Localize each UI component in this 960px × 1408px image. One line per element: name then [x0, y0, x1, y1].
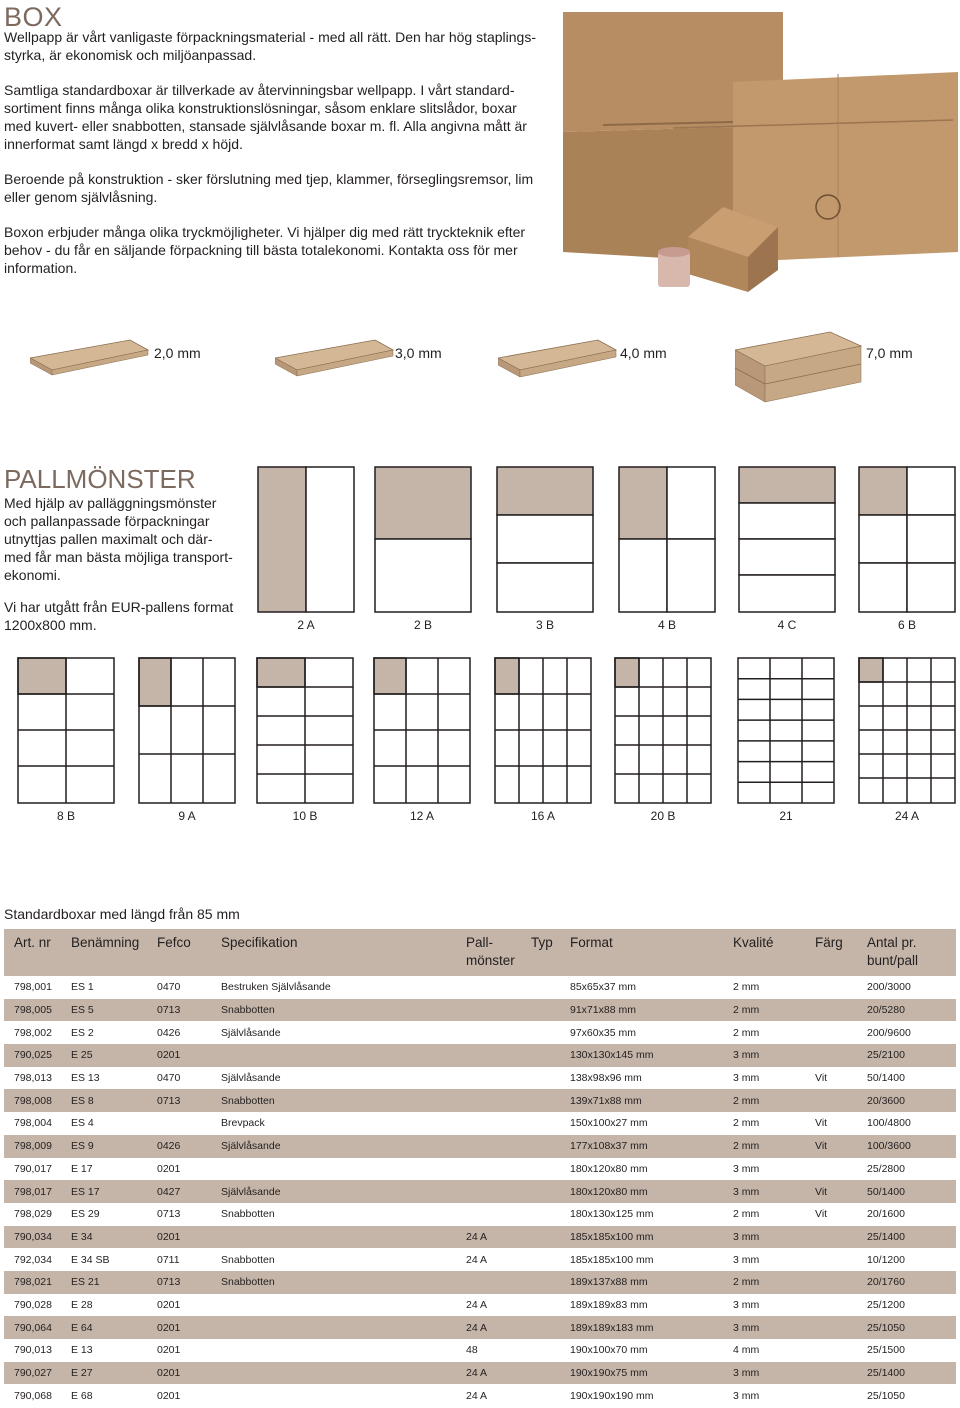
table-cell: [521, 999, 560, 1022]
column-header: Antal pr. bunt/pall: [857, 929, 956, 976]
table-cell: 0201: [157, 1162, 181, 1175]
table-cell: 0426: [157, 1026, 181, 1039]
table-cell: [456, 1158, 521, 1181]
table-cell: 0713: [157, 1208, 181, 1221]
table-cell: 189x137x88 mm: [560, 1271, 723, 1294]
table-cell: [456, 1067, 521, 1090]
table-cell: 798,008: [4, 1089, 61, 1112]
table-cell: 25/1200: [867, 1298, 905, 1311]
table-cell: 0201: [157, 1344, 181, 1357]
table-cell: 790,064: [4, 1316, 61, 1339]
table-cell: 3 mm: [733, 1389, 760, 1402]
pallet-pattern-2A: [257, 466, 355, 613]
column-header: Kvalité: [723, 929, 805, 976]
table-cell: 25/1400: [857, 1362, 956, 1385]
table-cell: Vit: [805, 1135, 857, 1158]
table-cell: [456, 1112, 521, 1135]
table-cell: 790,027: [4, 1362, 61, 1385]
table-cell: E 13: [71, 1344, 93, 1357]
table-cell: [805, 1316, 857, 1339]
table-cell: [521, 1112, 560, 1135]
table-row: [4, 1021, 956, 1044]
table-cell: [521, 1089, 560, 1112]
table-cell: Självlåsande: [221, 1072, 281, 1085]
corrugated-sample-3mm: [275, 330, 395, 405]
table-cell: 2 mm: [733, 1026, 760, 1039]
column-header: Specifikation: [211, 929, 456, 976]
table-cell: [805, 999, 857, 1022]
table-cell: ES 21: [61, 1271, 147, 1294]
pallet-pattern-4C: [738, 466, 836, 613]
table-cell: 139x71x88 mm: [560, 1089, 723, 1112]
table-cell: 0201: [147, 1316, 211, 1339]
table-cell: [211, 1158, 456, 1181]
table-cell: [805, 1158, 857, 1181]
table-cell: 24 A: [466, 1253, 488, 1266]
table-cell: 790,034: [4, 1226, 61, 1249]
table-cell: [521, 1339, 560, 1362]
table-cell: 3 mm: [723, 1226, 805, 1249]
table-cell: 0201: [147, 1226, 211, 1249]
table-row: [4, 1316, 956, 1339]
pallet-title: PALLMÖNSTER: [4, 464, 196, 494]
table-cell: [805, 1044, 857, 1067]
corrugated-label-4mm: 4,0 mm: [620, 345, 667, 361]
table-row: [4, 1294, 956, 1317]
table-cell: 3 mm: [733, 1298, 760, 1311]
table-row: [4, 1112, 956, 1135]
table-cell: 798,021: [4, 1271, 61, 1294]
table-cell: 25/1400: [857, 1226, 956, 1249]
table-cell: ES 17: [61, 1180, 147, 1203]
table-cell: [521, 1203, 560, 1226]
table-cell: [521, 1226, 560, 1249]
table-cell: [805, 1226, 857, 1249]
pallet-description: Med hjälp av palläggningsmönster och pallanpassade förpackningar utnyttjas pallen maximalt och där- med får man bästa möjliga transport- ekonomi.: [4, 495, 233, 583]
table-cell: [521, 1180, 560, 1203]
table-cell: 130x130x145 mm: [560, 1044, 723, 1067]
table-cell: [456, 1044, 521, 1067]
pallet-pattern-3B: [496, 466, 594, 613]
table-row: [4, 1044, 956, 1067]
pattern-label-6B: 6 B: [897, 618, 916, 632]
pallet-pattern-24A: [858, 657, 956, 804]
table-row: [4, 1384, 956, 1407]
table-cell: 200/9600: [867, 1026, 911, 1039]
table-caption: Standardboxar med längd från 85 mm: [4, 906, 240, 922]
table-cell: [456, 1271, 521, 1294]
table-cell: 0711: [157, 1253, 180, 1266]
table-cell: 790,025: [4, 1044, 61, 1067]
table-cell: [521, 1248, 560, 1271]
pattern-label-16A: 16 A: [530, 809, 556, 823]
table-cell: [211, 1339, 456, 1362]
table-cell: 190x190x75 mm: [560, 1362, 723, 1385]
table-cell: 0201: [147, 1044, 211, 1067]
table-cell: 25/1050: [857, 1316, 956, 1339]
table-cell: 0713: [147, 1089, 211, 1112]
corrugated-label-2mm: 2,0 mm: [154, 345, 201, 361]
pattern-label-12A: 12 A: [409, 809, 435, 823]
pallet-pattern-16A: [494, 657, 592, 804]
intro-paragraph-2: Samtliga standardboxar är tillverkade av återvinningsbar wellpapp. I vårt standard- sortiment finns många olika konstruktionslösningar, såsom enklare slitslådor, boxar med kuvert- eller snabbotten, stansade självlåsande boxar m. fl. Alla angivna mått är innerformat samt längd x bredd x höjd.: [4, 82, 527, 152]
table-cell: ES 1: [71, 981, 94, 994]
table-cell: [456, 1180, 521, 1203]
pallet-pattern-4B: [618, 466, 716, 613]
table-row: [4, 1203, 956, 1226]
table-cell: [456, 1135, 521, 1158]
table-cell: 0426: [147, 1135, 211, 1158]
table-row: [4, 1135, 956, 1158]
table-cell: [805, 1362, 857, 1385]
box-title: BOX: [4, 2, 63, 32]
table-cell: [521, 1135, 560, 1158]
table-cell: [805, 1294, 857, 1317]
table-cell: 798,001: [14, 981, 52, 994]
table-cell: [805, 1384, 857, 1407]
table-cell: 0470: [157, 1072, 181, 1085]
table-cell: 25/2100: [857, 1044, 956, 1067]
table-cell: 0713: [147, 1271, 211, 1294]
table-header-row: [4, 929, 956, 976]
table-cell: ES 13: [71, 1072, 100, 1085]
table-cell: 10/1200: [867, 1253, 905, 1266]
table-cell: 25/1500: [867, 1344, 905, 1357]
table-cell: 790,068: [14, 1389, 52, 1402]
pallet-pattern-2B: [374, 466, 472, 613]
table-cell: 3 mm: [723, 1180, 805, 1203]
pattern-label-21: 21: [779, 809, 793, 823]
table-cell: 0713: [147, 999, 211, 1022]
table-cell: 790,028: [14, 1298, 52, 1311]
table-cell: 48: [466, 1344, 478, 1357]
table-cell: 24 A: [466, 1298, 488, 1311]
table-cell: 798,017: [4, 1180, 61, 1203]
table-cell: 4 mm: [733, 1344, 760, 1357]
table-row: [4, 1226, 956, 1249]
table-cell: [456, 1089, 521, 1112]
table-cell: Snabbotten: [221, 1208, 275, 1221]
table-cell: E 28: [71, 1298, 93, 1311]
table-cell: 180x120x80 mm: [560, 1180, 723, 1203]
table-row: [4, 1362, 956, 1385]
table-cell: E 68: [71, 1389, 93, 1402]
table-cell: 3 mm: [733, 1162, 760, 1175]
table-cell: 24 A: [456, 1226, 521, 1249]
table-cell: 190x100x70 mm: [570, 1344, 648, 1357]
corrugated-sample-2mm: [30, 330, 150, 405]
table-cell: ES 5: [61, 999, 147, 1022]
table-cell: [456, 976, 521, 999]
pattern-label-2B: 2 B: [413, 618, 432, 632]
table-cell: 798,005: [4, 999, 61, 1022]
table-cell: 185x185x100 mm: [570, 1253, 654, 1266]
table-cell: 792,034: [14, 1253, 52, 1266]
table-cell: 790,013: [14, 1344, 52, 1357]
table-row: [4, 1089, 956, 1112]
table-cell: 20/1600: [867, 1208, 905, 1221]
table-cell: 3 mm: [723, 1316, 805, 1339]
table-cell: E 27: [61, 1362, 147, 1385]
table-row: [4, 1271, 956, 1294]
table-cell: 20/5280: [857, 999, 956, 1022]
pallet-pattern-21: [737, 657, 835, 804]
table-cell: 50/1400: [867, 1072, 905, 1085]
table-cell: 50/1400: [857, 1180, 956, 1203]
table-cell: 24 A: [466, 1389, 488, 1402]
intro-paragraph-4: Boxon erbjuder många olika tryckmöjligheter. Vi hjälper dig med rätt tryckteknik efter behov - du får en säljande förpackning till bästa totalekonomi. Kontakta oss för mer information.: [4, 224, 526, 276]
table-cell: Vit: [805, 1180, 857, 1203]
table-cell: 24 A: [456, 1316, 521, 1339]
table-cell: [147, 1112, 211, 1135]
pallet-pattern-9A: [138, 657, 236, 804]
table-cell: [805, 1271, 857, 1294]
pattern-label-9A: 9 A: [178, 809, 196, 823]
table-cell: E 34 SB: [71, 1253, 110, 1266]
table-cell: 0201: [147, 1362, 211, 1385]
pattern-label-20B: 20 B: [650, 809, 676, 823]
table-cell: 790,017: [14, 1162, 52, 1175]
table-cell: 798,013: [14, 1072, 52, 1085]
table-cell: 25/1050: [867, 1389, 905, 1402]
pattern-label-10B: 10 B: [292, 809, 318, 823]
pattern-label-8B: 8 B: [56, 809, 75, 823]
table-cell: Snabbotten: [211, 999, 456, 1022]
table-cell: 3 mm: [723, 1362, 805, 1385]
table-cell: 3 mm: [733, 1072, 760, 1085]
table-cell: 3 mm: [723, 1044, 805, 1067]
table-cell: 2 mm: [733, 981, 760, 994]
table-cell: [521, 1316, 560, 1339]
table-cell: [456, 1021, 521, 1044]
table-cell: ES 29: [71, 1208, 100, 1221]
table-row: [4, 1339, 956, 1362]
table-cell: 200/3000: [867, 981, 911, 994]
table-cell: [805, 1339, 857, 1362]
column-header: Art. nr: [4, 929, 61, 976]
table-cell: ES 2: [71, 1026, 94, 1039]
table-row: [4, 999, 956, 1022]
table-cell: Snabbotten: [211, 1089, 456, 1112]
table-cell: 798,029: [14, 1208, 52, 1221]
table-cell: ES 8: [61, 1089, 147, 1112]
table-cell: 2 mm: [723, 1135, 805, 1158]
standard-boxes-table: [4, 929, 956, 1407]
table-cell: 2 mm: [723, 1089, 805, 1112]
table-cell: Självlåsande: [211, 1135, 456, 1158]
pattern-label-24A: 24 A: [894, 809, 920, 823]
table-cell: [211, 1362, 456, 1385]
column-header: Benämning: [61, 929, 147, 976]
table-row: [4, 1067, 956, 1090]
intro-paragraph-1: Wellpapp är vårt vanligaste förpackningsmaterial - med all rätt. Den har hög staplings- styrka, är ekonomisk och miljöanpassad.: [4, 29, 536, 63]
table-cell: 85x65x37 mm: [570, 981, 636, 994]
table-cell: 2 mm: [723, 999, 805, 1022]
table-cell: 2 mm: [723, 1271, 805, 1294]
column-header: Färg: [805, 929, 857, 976]
table-cell: 180x120x80 mm: [570, 1162, 648, 1175]
table-cell: E 25: [61, 1044, 147, 1067]
table-cell: [211, 1294, 456, 1317]
table-cell: [211, 1316, 456, 1339]
table-cell: [211, 1226, 456, 1249]
table-cell: [456, 1203, 521, 1226]
table-cell: [521, 1044, 560, 1067]
table-cell: 798,009: [4, 1135, 61, 1158]
pattern-label-4B: 4 B: [657, 618, 676, 632]
table-cell: [211, 1044, 456, 1067]
pallet-pattern-6B: [858, 466, 956, 613]
table-cell: [521, 1021, 560, 1044]
table-cell: 20/1760: [857, 1271, 956, 1294]
table-cell: Brevpack: [221, 1117, 265, 1130]
table-cell: 2 mm: [733, 1117, 760, 1130]
table-cell: 138x98x96 mm: [570, 1072, 642, 1085]
table-cell: [521, 1362, 560, 1385]
corrugated-label-3mm: 3,0 mm: [395, 345, 442, 361]
table-cell: [805, 1089, 857, 1112]
table-row: [4, 1158, 956, 1181]
pallet-pattern-8B: [17, 657, 115, 804]
table-cell: 180x130x125 mm: [570, 1208, 654, 1221]
table-cell: [456, 999, 521, 1022]
table-cell: Snabbotten: [221, 1253, 275, 1266]
table-cell: 24 A: [456, 1362, 521, 1385]
table-cell: [521, 1158, 560, 1181]
table-cell: [521, 1271, 560, 1294]
column-header: Format: [560, 929, 723, 976]
table-cell: Vit: [815, 1117, 828, 1130]
pallet-pattern-20B: [614, 657, 712, 804]
table-cell: 20/3600: [857, 1089, 956, 1112]
table-cell: 177x108x37 mm: [560, 1135, 723, 1158]
table-cell: 100/4800: [867, 1117, 911, 1130]
corrugated-sample-7mm: [735, 330, 863, 405]
table-cell: 798,002: [14, 1026, 52, 1039]
table-cell: 190x190x190 mm: [570, 1389, 654, 1402]
pattern-label-4C: 4 C: [777, 618, 797, 632]
table-body: [4, 976, 956, 1407]
table-cell: 3 mm: [733, 1253, 760, 1266]
table-cell: 97x60x35 mm: [570, 1026, 636, 1039]
table-cell: 25/2800: [867, 1162, 905, 1175]
table-cell: 2 mm: [733, 1208, 760, 1221]
table-cell: Vit: [815, 1072, 828, 1085]
table-cell: 150x100x27 mm: [570, 1117, 648, 1130]
table-cell: 0201: [157, 1389, 181, 1402]
table-cell: ES 9: [61, 1135, 147, 1158]
table-cell: Självlåsande: [211, 1180, 456, 1203]
table-cell: E 64: [61, 1316, 147, 1339]
column-header: Pall- mönster: [456, 929, 521, 976]
box-intro: [4, 28, 554, 294]
pattern-label-2A: 2 A: [297, 618, 315, 632]
table-cell: 0427: [147, 1180, 211, 1203]
table-cell: E 17: [71, 1162, 93, 1175]
table-cell: [805, 1021, 857, 1044]
column-header: Typ: [521, 929, 560, 976]
table-cell: ES 4: [71, 1117, 94, 1130]
table-cell: Vit: [815, 1208, 828, 1221]
table-cell: 189x189x83 mm: [570, 1298, 648, 1311]
table-row: [4, 1180, 956, 1203]
table-cell: [521, 1294, 560, 1317]
column-header: Fefco: [147, 929, 211, 976]
cardboard-boxes-photo: [563, 12, 958, 302]
table-cell: 0201: [157, 1298, 181, 1311]
table-cell: [211, 1384, 456, 1407]
table-cell: 185x185x100 mm: [560, 1226, 723, 1249]
pallet-pattern-12A: [373, 657, 471, 804]
table-cell: 189x189x183 mm: [560, 1316, 723, 1339]
table-cell: 0470: [157, 981, 181, 994]
table-cell: Självlåsande: [221, 1026, 281, 1039]
table-cell: E 34: [61, 1226, 147, 1249]
table-cell: 91x71x88 mm: [560, 999, 723, 1022]
corrugated-label-7mm: 7,0 mm: [866, 345, 913, 361]
table-cell: [521, 1067, 560, 1090]
table-cell: 798,004: [14, 1117, 52, 1130]
pallet-pattern-10B: [256, 657, 354, 804]
pallet-format-note: Vi har utgått från EUR-pallens format 1200x800 mm.: [4, 599, 234, 633]
table-cell: [521, 1384, 560, 1407]
corrugated-sample-4mm: [498, 330, 618, 405]
table-cell: [521, 976, 560, 999]
table-cell: [805, 1248, 857, 1271]
pattern-label-3B: 3 B: [535, 618, 554, 632]
intro-paragraph-3: Beroende på konstruktion - sker förslutning med tjep, klammer, förseglingsremsor, lim eller genom självlåsning.: [4, 171, 534, 205]
table-cell: 100/3600: [857, 1135, 956, 1158]
table-row: [4, 1248, 956, 1271]
table-cell: Snabbotten: [211, 1271, 456, 1294]
table-cell: [805, 976, 857, 999]
table-row: [4, 976, 956, 999]
table-cell: Bestruken Självlåsande: [221, 981, 331, 994]
